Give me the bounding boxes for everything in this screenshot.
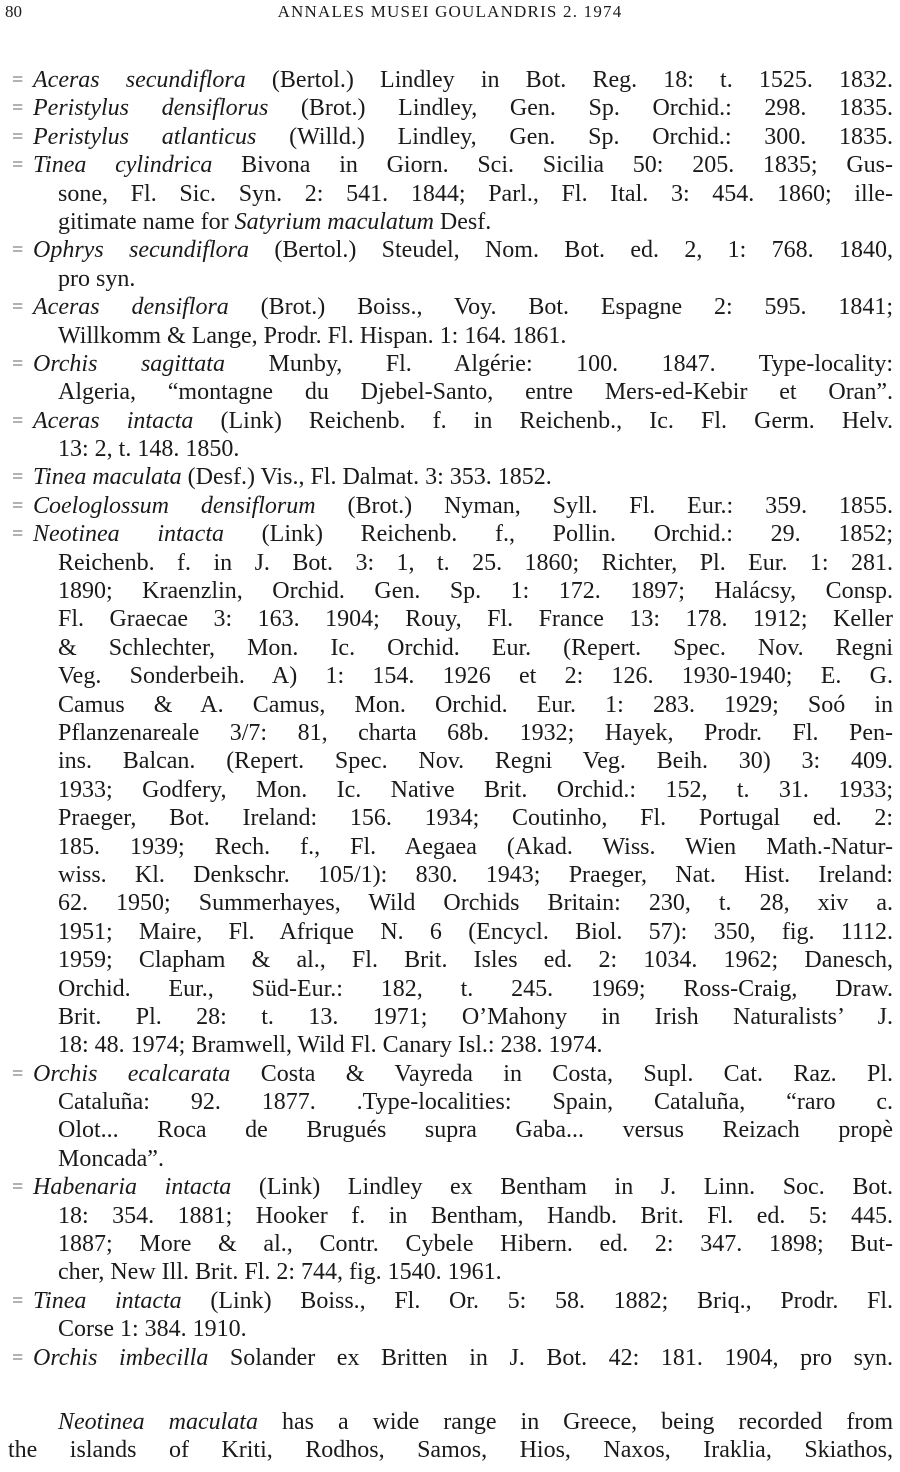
line-text — [58, 747, 893, 775]
line-text — [33, 123, 893, 151]
citation-text: Veg. Sonderbeih. A) 1: 154. 1926 et 2: 126. 1930-1940; E. G. — [58, 663, 893, 690]
citation-text: 1951; Maire, Fl. Afrique N. 6 (Encycl. Biol. 57): 350, fig. 1112. — [58, 918, 893, 945]
taxon-name: Aceras intacta — [33, 407, 194, 434]
citation-text: 13: 2, t. 148. 1850. — [58, 436, 240, 463]
line-text — [33, 1173, 893, 1201]
line-text — [58, 662, 893, 690]
entry-line — [0, 889, 900, 917]
equals-sign: = — [12, 97, 24, 120]
line-text — [58, 1230, 893, 1258]
entry-line — [0, 549, 900, 577]
line-text — [58, 435, 893, 463]
line-text — [58, 719, 893, 747]
line-text — [58, 549, 893, 577]
citation-text: Orchid. Eur., Süd-Eur.: 182, t. 245. 1969; Ross-Craig, Draw. — [58, 975, 893, 1002]
entry-line — [0, 66, 900, 94]
entry-line — [0, 293, 900, 321]
line-text — [58, 691, 893, 719]
running-header-title: ANNALES MUSEI GOULANDRIS 2. 1974 — [277, 2, 623, 21]
line-text — [58, 1088, 893, 1116]
line-text — [58, 946, 893, 974]
entry-line — [0, 946, 900, 974]
taxon-name: Aceras secundiflora — [33, 67, 246, 93]
entry-line — [0, 123, 900, 151]
body-paragraph — [0, 1408, 900, 1465]
entry-line — [0, 1031, 900, 1059]
citation-text: (Link) Lindley ex Bentham in J. Linn. Soc. Bot. — [231, 1174, 893, 1201]
entry-line — [0, 1315, 900, 1343]
synonym-entry — [0, 492, 900, 520]
entry-line — [0, 94, 900, 122]
line-text — [33, 1287, 893, 1315]
citation-text: & Schlechter, Mon. Ic. Orchid. Eur. (Repert. Spec. Nov. Regni — [58, 634, 893, 661]
synonym-entry — [0, 1287, 900, 1344]
citation-text: Willkomm & Lange, Prodr. Fl. Hispan. 1: 164. 1861. — [58, 322, 567, 349]
entry-line — [0, 804, 900, 832]
entry-line — [0, 435, 900, 463]
synonym-entry — [0, 520, 900, 1059]
equals-sign: = — [12, 352, 24, 375]
entry-line — [0, 1344, 900, 1372]
synonym-entry — [0, 123, 900, 151]
line-text — [33, 151, 893, 179]
entry-line — [0, 1145, 900, 1173]
entry-line — [0, 1116, 900, 1144]
synonym-entry — [0, 463, 900, 491]
entry-line — [0, 605, 900, 633]
paragraph-line — [0, 1408, 900, 1436]
equals-sign: = — [12, 466, 24, 489]
entry-line — [0, 151, 900, 179]
line-text — [33, 1344, 893, 1372]
entry-line — [0, 1258, 900, 1286]
entry-line — [0, 833, 900, 861]
line-text — [33, 293, 893, 321]
entry-line — [0, 322, 900, 350]
citation-text: Olot... Roca de Brugués supra Gaba... versus Reizach propè — [58, 1117, 893, 1144]
line-text — [58, 776, 893, 804]
synonym-entry — [0, 1344, 900, 1372]
equals-sign: = — [12, 523, 24, 546]
line-text — [58, 918, 893, 946]
entry-line — [0, 463, 900, 491]
citation-text: Fl. Graecae 3: 163. 1904; Rouy, Fl. France 13: 178. 1912; Keller — [58, 606, 893, 633]
citation-text: 185. 1939; Rech. f., Fl. Aegaea (Akad. Wiss. Wien Math.-Natur- — [58, 833, 893, 860]
line-text — [58, 605, 893, 633]
taxon-name: Neotinea maculata — [58, 1409, 258, 1435]
citation-text: Moncada”. — [58, 1145, 164, 1172]
citation-text: ins. Balcan. (Repert. Spec. Nov. Regni Veg. Beih. 30) 3: 409. — [58, 748, 893, 775]
taxon-name: Peristylus atlanticus — [33, 123, 257, 150]
line-text — [33, 492, 893, 520]
citation-text: wiss. Kl. Denkschr. 105/1): 830. 1943; Praeger, Nat. Hist. Ireland: — [58, 861, 893, 888]
taxon-name: Tinea intacta — [33, 1287, 182, 1314]
equals-sign: = — [12, 239, 24, 262]
entry-line — [0, 180, 900, 208]
taxon-name: Orchis ecalcarata — [33, 1060, 231, 1087]
citation-text: Solander ex Britten in J. Bot. 42: 181. 1904, pro syn. — [208, 1344, 893, 1371]
citation-text: 62. 1950; Summerhayes, Wild Orchids Britain: 230, t. 28, xiv a. — [58, 890, 893, 917]
entry-line — [0, 691, 900, 719]
citation-text: Algeria, “montagne du Djebel-Santo, entre Mers-ed-Kebir et Oran”. — [58, 379, 893, 406]
citation-text: (Brot.) Lindley, Gen. Sp. Orchid.: 298. 1835. — [268, 95, 893, 122]
taxon-name: Peristylus densiflorus — [33, 95, 269, 122]
synonym-entry — [0, 293, 900, 350]
synonym-entry — [0, 407, 900, 464]
citation-text: cher, New Ill. Brit. Fl. 2: 744, fig. 1540. 1961. — [58, 1259, 502, 1286]
citation-text: (Link) Boiss., Fl. Or. 5: 58. 1882; Briq., Prodr. Fl. — [181, 1287, 894, 1314]
citation-text: Desf. — [433, 208, 492, 235]
equals-sign: = — [12, 125, 24, 148]
line-text — [58, 861, 893, 889]
entry-line — [0, 918, 900, 946]
equals-sign: = — [12, 494, 24, 517]
citation-text: (Bertol.) Lindley in Bot. Reg. 18: t. 1525. 1832. — [245, 67, 893, 93]
citation-text: 1887; More & al., Contr. Cybele Hibern. ed. 2: 347. 1898; But- — [58, 1231, 893, 1258]
line-text — [33, 520, 893, 548]
taxon-name: Orchis imbecilla — [33, 1344, 209, 1371]
line-text — [58, 833, 893, 861]
citation-text: (Link) Reichenb. f., Pollin. Orchid.: 29. 1852; — [223, 521, 893, 548]
synonym-entry — [0, 1173, 900, 1287]
taxon-name: Coeloglossum densiflorum — [33, 492, 316, 519]
entry-line — [0, 577, 900, 605]
equals-sign: = — [12, 296, 24, 319]
line-text — [58, 208, 893, 236]
citation-text: Pflanzenareale 3/7: 81, charta 68b. 1932; Hayek, Prodr. Fl. Pen- — [58, 719, 893, 746]
entry-line — [0, 776, 900, 804]
equals-sign: = — [12, 154, 24, 177]
entry-line — [0, 1088, 900, 1116]
taxon-name: Tinea maculata — [33, 464, 182, 491]
citation-text: Bivona in Giorn. Sci. Sicilia 50: 205. 1835; Gus- — [212, 152, 893, 179]
line-text — [33, 94, 893, 122]
equals-sign: = — [12, 1062, 24, 1085]
synonym-entry — [0, 1060, 900, 1174]
line-text — [58, 265, 893, 293]
entry-line — [0, 1202, 900, 1230]
line-text — [58, 975, 893, 1003]
citation-text: (Willd.) Lindley, Gen. Sp. Orchid.: 300. 1835. — [256, 123, 894, 150]
citation-text: 1933; Godfery, Mon. Ic. Native Brit. Orchid.: 152, t. 31. 1933; — [58, 776, 893, 803]
line-text — [58, 1031, 893, 1059]
equals-sign: = — [12, 409, 24, 432]
citation-text: 18: 48. 1974; Bramwell, Wild Fl. Canary Isl.: 238. 1974. — [58, 1032, 603, 1059]
line-text — [8, 1436, 893, 1464]
entry-line — [0, 861, 900, 889]
taxon-name: Neotinea intacta — [33, 521, 224, 548]
line-text — [58, 1145, 893, 1173]
citation-text: Costa & Vayreda in Costa, Supl. Cat. Raz. Pl. — [230, 1060, 894, 1087]
citation-text: Corse 1: 384. 1910. — [58, 1316, 247, 1343]
taxon-name: Orchis sagittata — [33, 350, 225, 377]
citation-text: Camus & A. Camus, Mon. Orchid. Eur. 1: 283. 1929; Soó in — [58, 691, 893, 718]
line-text — [58, 1258, 893, 1286]
entry-line — [0, 520, 900, 548]
citation-text: (Brot.) Nyman, Syll. Fl. Eur.: 359. 1855. — [315, 492, 893, 519]
entry-line — [0, 1060, 900, 1088]
taxon-name: Habenaria intacta — [33, 1174, 232, 1201]
citation-text: (Brot.) Boiss., Voy. Bot. Espagne 2: 595. 1841; — [228, 294, 893, 321]
entry-line — [0, 1287, 900, 1315]
line-text — [58, 634, 893, 662]
synonym-entry — [0, 236, 900, 293]
line-text — [58, 804, 893, 832]
citation-text: Praeger, Bot. Ireland: 156. 1934; Coutinho, Fl. Portugal ed. 2: — [58, 805, 893, 832]
body-text: the islands of Kriti, Rodhos, Samos, Hios, Naxos, Iraklia, Skiathos, — [8, 1437, 893, 1464]
citation-text: (Bertol.) Steudel, Nom. Bot. ed. 2, 1: 768. 1840, — [249, 237, 893, 264]
line-text — [33, 1060, 893, 1088]
equals-sign: = — [12, 1289, 24, 1312]
line-text — [58, 180, 893, 208]
synonym-entry — [0, 151, 900, 236]
citation-text: 18: 354. 1881; Hooker f. in Bentham, Handb. Brit. Fl. ed. 5: 445. — [58, 1202, 893, 1229]
entry-line — [0, 407, 900, 435]
line-text — [33, 236, 893, 264]
entry-line — [0, 1173, 900, 1201]
entry-line — [0, 975, 900, 1003]
citation-text: Reichenb. f. in J. Bot. 3: 1, t. 25. 1860; Richter, Pl. Eur. 1: 281. — [58, 549, 893, 576]
line-text — [58, 1202, 893, 1230]
entry-line — [0, 492, 900, 520]
entry-line — [0, 1003, 900, 1031]
taxon-name: Aceras densiflora — [33, 294, 229, 321]
entry-line — [0, 1230, 900, 1258]
citation-text: Cataluña: 92. 1877. .Type-localities: Spain, Cataluña, “raro c. — [58, 1089, 893, 1116]
entry-line — [0, 236, 900, 264]
line-text — [58, 1408, 893, 1436]
line-text — [33, 463, 893, 491]
entry-line — [0, 350, 900, 378]
line-text — [33, 407, 893, 435]
line-text — [58, 1315, 893, 1343]
taxon-name: Satyrium maculatum — [234, 208, 434, 235]
taxon-name: Ophrys secundiflora — [33, 237, 249, 264]
line-text — [58, 378, 893, 406]
entry-line — [0, 719, 900, 747]
entry-line — [0, 747, 900, 775]
line-text — [58, 1116, 893, 1144]
line-text — [58, 577, 893, 605]
entry-line — [0, 208, 900, 236]
entry-line — [0, 662, 900, 690]
citation-text: (Desf.) Vis., Fl. Dalmat. 3: 353. 1852. — [181, 464, 552, 491]
equals-sign: = — [12, 69, 24, 91]
synonym-entry — [0, 350, 900, 407]
citation-text: gitimate name for — [58, 208, 235, 235]
line-text — [33, 350, 893, 378]
page-number: 80 — [5, 2, 22, 21]
citation-text: 1890; Kraenzlin, Orchid. Gen. Sp. 1: 172. 1897; Halácsy, Consp. — [58, 578, 893, 605]
citation-text: (Link) Reichenb. f. in Reichenb., Ic. Fl. Germ. Helv. — [193, 407, 893, 434]
line-text — [58, 322, 893, 350]
entry-line — [0, 378, 900, 406]
line-text — [33, 66, 893, 94]
paragraph-line — [0, 1436, 900, 1464]
citation-text: Brit. Pl. 28: t. 13. 1971; O’Mahony in Irish Naturalists’ J. — [58, 1003, 893, 1030]
synonymy-list — [0, 66, 900, 1372]
entry-line — [0, 634, 900, 662]
synonym-entry — [0, 66, 900, 94]
equals-sign: = — [12, 1346, 24, 1369]
citation-text: 1959; Clapham & al., Fl. Brit. Isles ed. 2: 1034. 1962; Danesch, — [58, 947, 893, 974]
equals-sign: = — [12, 1176, 24, 1199]
citation-text: sone, Fl. Sic. Syn. 2: 541. 1844; Parl., Fl. Ital. 3: 454. 1860; ille- — [58, 180, 893, 207]
citation-text: pro syn. — [58, 265, 136, 292]
taxon-name: Tinea cylindrica — [33, 152, 213, 179]
entry-line — [0, 265, 900, 293]
citation-text: Munby, Fl. Algérie: 100. 1847. Type-locality: — [224, 350, 893, 377]
line-text — [58, 889, 893, 917]
synonym-entry — [0, 94, 900, 122]
line-text — [58, 1003, 893, 1031]
body-text: has a wide range in Greece, being recorded from — [257, 1409, 894, 1435]
